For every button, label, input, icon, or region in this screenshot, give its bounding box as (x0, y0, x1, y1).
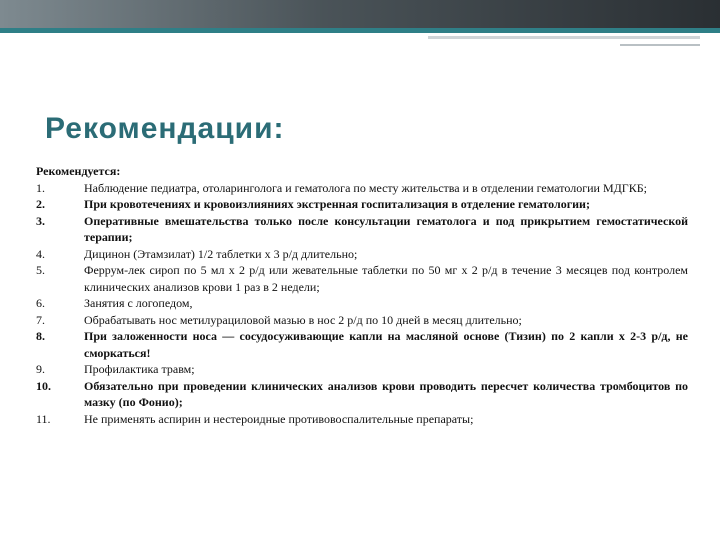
item-text: Обрабатывать нос метилурациловой мазью в нос 2 р/д по 10 дней в месяц длительно; (84, 312, 522, 327)
item-number: 10. (36, 378, 51, 393)
accent-line (0, 28, 720, 33)
item-number: 2. (36, 197, 45, 211)
item-text: При кровотечениях и кровоизлияниях экстренная госпитализация в отделение гематологии; (84, 197, 590, 211)
item-number: 9. (36, 362, 45, 376)
item-text: Феррум-лек сироп по 5 мл х 2 р/д или жевательные таблетки по 50 мг х 2 р/д в течение 3 месяцев под контролем клинических анализов крови 1 раз в 2 недели; (84, 263, 688, 294)
recommendations-list (36, 180, 688, 428)
item-text: Обязательно при проведении клинических анализов крови проводить пересчет количества тромбоцитов по мазку (по Фонио); (84, 378, 688, 409)
document-heading: Рекомендуется: (36, 164, 121, 178)
list-item (36, 196, 688, 213)
top-decorative-bar (0, 0, 720, 28)
item-text: Занятия с логопедом, (84, 296, 193, 310)
list-item (36, 378, 688, 411)
decorative-line (620, 44, 700, 46)
item-number: 3. (36, 213, 45, 228)
item-number: 4. (36, 246, 45, 261)
list-item (36, 411, 688, 428)
slide-title: Рекомендации: (45, 112, 285, 145)
decorative-line (428, 36, 700, 39)
item-text: Оперативные вмешательства только после консультации гематолога и под прикрытием гемостатической терапии; (84, 213, 688, 244)
item-number: 6. (36, 296, 45, 310)
item-number: 5. (36, 263, 45, 277)
item-text: Дицинон (Этамзилат) 1/2 таблетки х 3 р/д длительно; (84, 246, 358, 261)
list-item (36, 295, 688, 312)
item-text: Не применять аспирин и нестероидные противовоспалительные препараты; (84, 411, 474, 426)
item-number: 7. (36, 312, 45, 327)
recommendations-document (36, 163, 688, 427)
item-text: Наблюдение педиатра, отоларинголога и гематолога по месту жительства и в отделении гематологии МДГКБ; (84, 180, 647, 195)
list-item (36, 213, 688, 246)
list-item (36, 246, 688, 263)
item-number: 8. (36, 329, 45, 343)
list-item (36, 328, 688, 361)
item-text: При заложенности носа — сосудосуживающие капли на масляной основе (Тизин) по 2 капли х 2-3 р/д, не сморкаться! (84, 329, 688, 360)
item-text: Профилактика травм; (84, 362, 195, 376)
item-number: 11. (36, 411, 51, 426)
list-item (36, 180, 688, 197)
list-item (36, 312, 688, 329)
item-number: 1. (36, 180, 45, 195)
list-item (36, 361, 688, 378)
list-item (36, 262, 688, 295)
